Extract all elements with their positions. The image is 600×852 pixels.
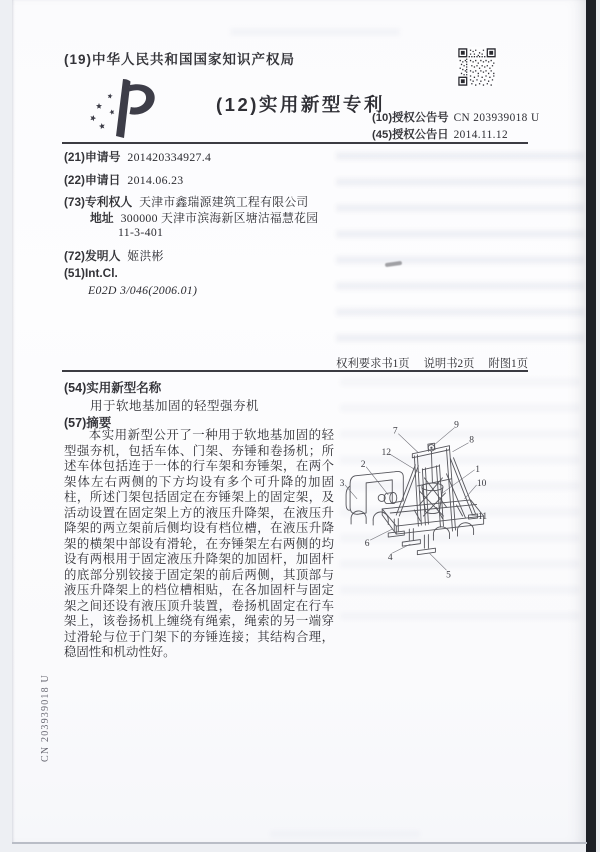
machine-drawing	[346, 443, 484, 554]
address-row	[90, 209, 318, 226]
ref-num-6: 6	[364, 539, 370, 550]
pub-number-line	[372, 110, 540, 127]
patentee-value: 天津市鑫瑞源建筑工程有限公司	[139, 195, 309, 209]
address-label: 地址	[90, 211, 114, 225]
ref-num-11: 11	[478, 512, 488, 523]
ref-num-5: 5	[446, 570, 451, 581]
logo-shapes	[89, 79, 154, 138]
side-doc-code: CN 203939018 U	[40, 674, 51, 762]
application-number-value: 201420334927.4	[127, 150, 212, 164]
ref-num-8: 8	[469, 435, 474, 446]
intcl-row	[64, 266, 118, 281]
description-pages: 说明书2页	[423, 358, 475, 370]
page-bottom-edge	[12, 842, 587, 844]
pages-info	[336, 355, 528, 371]
pub-number-label: (10)授权公告号	[372, 112, 449, 124]
drawings-pages: 附图1页	[488, 358, 528, 370]
inventor-value: 姬洪彬	[127, 249, 164, 263]
ref-num-9: 9	[454, 420, 459, 431]
abstract-text: 本实用新型公开了一种用于软地基加固的轻型强夯机，包括车体、门架、夯锤和卷扬机；所述车体包括连于一体的行车架和夯锤架，在两个架体左右两侧的下方均设有多个可升降的加固柱，所述门架包括固定在夯锤架上的固定架，及活动设置在固定架上方的液压升降架，在液压升降架的两立架前后侧均设有档位槽，在液压升降架的横架中部设有滑轮，在夯锤架左右两侧的均设有两根用于固定液压升降架的加固杆，加固杆的底部分别铰接于固定架的前后两侧，其顶部与液压升降架上的档位槽相贴，在各加固杆与固定架之间还设有液压顶升装置，卷扬机固定在行车架上，该卷扬机上缠绕有绳索，绳索的另一端穿过滑轮与位于门架下的夯锤连接；其结构合理，稳固性和机动性好。	[64, 428, 334, 659]
inventor-row	[64, 247, 164, 264]
patentee-row	[64, 193, 309, 210]
intcl-value-row	[88, 283, 197, 298]
address-value: 300000 天津市滨海新区塘沽福慧花园	[120, 211, 319, 225]
publication-kind: (12)实用新型专利	[216, 94, 385, 115]
sipo-logo-icon	[86, 76, 166, 142]
application-number-label: (21)申请号	[64, 150, 121, 164]
ref-num-3: 3	[339, 478, 345, 489]
pub-date-label: (45)授权公告日	[372, 129, 449, 141]
ref-num-1: 1	[475, 464, 480, 475]
claims-pages: 权利要求书1页	[336, 358, 410, 370]
abstract-section-label: (57)摘要	[64, 416, 112, 430]
ref-num-4: 4	[387, 553, 393, 564]
publication-numbers	[372, 110, 540, 144]
application-date-value: 2014.06.23	[127, 173, 184, 187]
ref-num-2: 2	[360, 459, 366, 470]
scan-edge-band	[586, 0, 596, 852]
ref-num-7: 7	[392, 426, 398, 437]
application-number-row	[64, 148, 211, 165]
ref-num-10: 10	[476, 478, 487, 489]
intcl-label: (51)Int.Cl.	[64, 266, 118, 280]
pub-number-value: CN 203939018 U	[453, 112, 540, 124]
application-date-label: (22)申请日	[64, 173, 121, 187]
office-name: (19)中华人民共和国国家知识产权局	[64, 52, 296, 67]
pub-date-value: 2014.11.12	[453, 129, 508, 141]
section-rule	[62, 370, 528, 372]
inventor-label: (72)发明人	[64, 249, 121, 263]
qr-code	[457, 47, 497, 87]
address-value-2: 11-3-401	[118, 225, 164, 239]
invention-title: 用于软地基加固的轻型强夯机	[90, 399, 260, 413]
title-section-label: (54)实用新型名称	[64, 381, 162, 395]
patentee-label: (73)专利权人	[64, 195, 133, 209]
intcl-value: E02D 3/046(2006.01)	[88, 283, 198, 297]
patent-figure	[330, 406, 576, 618]
application-date-row	[64, 171, 183, 188]
address-row-2	[118, 225, 163, 240]
ref-num-12: 12	[381, 447, 391, 458]
header-rule	[62, 142, 528, 144]
